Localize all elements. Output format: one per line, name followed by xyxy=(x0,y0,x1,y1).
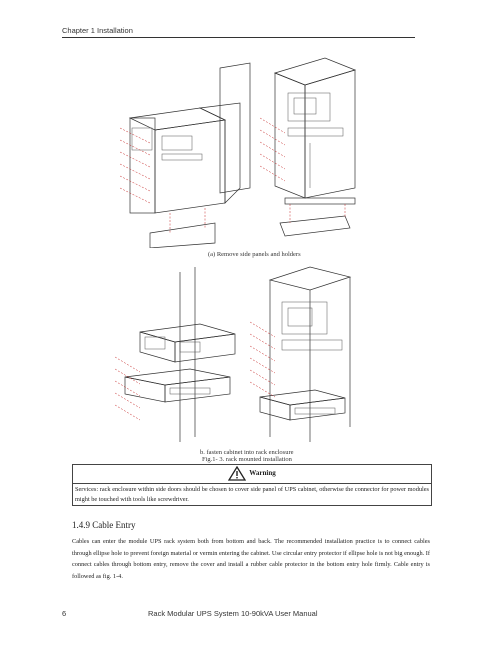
figure-b-drawing xyxy=(110,262,360,447)
warning-box xyxy=(72,464,432,506)
section-heading: 1.4.9 Cable Entry xyxy=(72,520,136,530)
figure-b-caption: b. fasten cabinet into rack enclosure xyxy=(200,449,294,456)
right-cabinet-illustration xyxy=(260,58,355,236)
warning-divider xyxy=(73,483,431,484)
warning-heading xyxy=(73,466,431,481)
rack-enclosure-left xyxy=(115,267,235,442)
header-rule xyxy=(62,37,415,38)
body-paragraph: Cables can enter the module UPS rack system both from bottom and back. The recommended installation practice is to connect cables through ellipse hole to prevent foreign material or vermin entering the cabinet. Use circular entry protector if ellipse hole is not big enough. If connect cables through bottom entry, remove the cover and install a rubber cable protector in the bottom entry hole firmly. Cable entry is followed as fig. 1-4. xyxy=(72,538,430,580)
footer-title: Rack Modular UPS System 10-90kVA User Manual xyxy=(148,609,318,618)
left-cabinet-illustration xyxy=(120,63,250,248)
figure-caption: Fig.1- 3. rack mounted installation xyxy=(202,456,292,463)
page-number: 6 xyxy=(62,609,67,618)
page-header: Chapter 1 Installation xyxy=(62,26,133,35)
warning-title: Warning xyxy=(249,469,276,478)
figure-a-drawing xyxy=(110,48,360,248)
warning-text: Services: rack enclosure within side doors should be chosen to cover side panel of UPS cabinet, otherwise the connector for power modules might be touched with tools like screwdriver. xyxy=(75,486,429,503)
warning-triangle-icon xyxy=(228,466,246,481)
figure-a-caption: (a) Remove side panels and holders xyxy=(208,251,301,258)
rack-enclosure-right xyxy=(250,267,350,442)
